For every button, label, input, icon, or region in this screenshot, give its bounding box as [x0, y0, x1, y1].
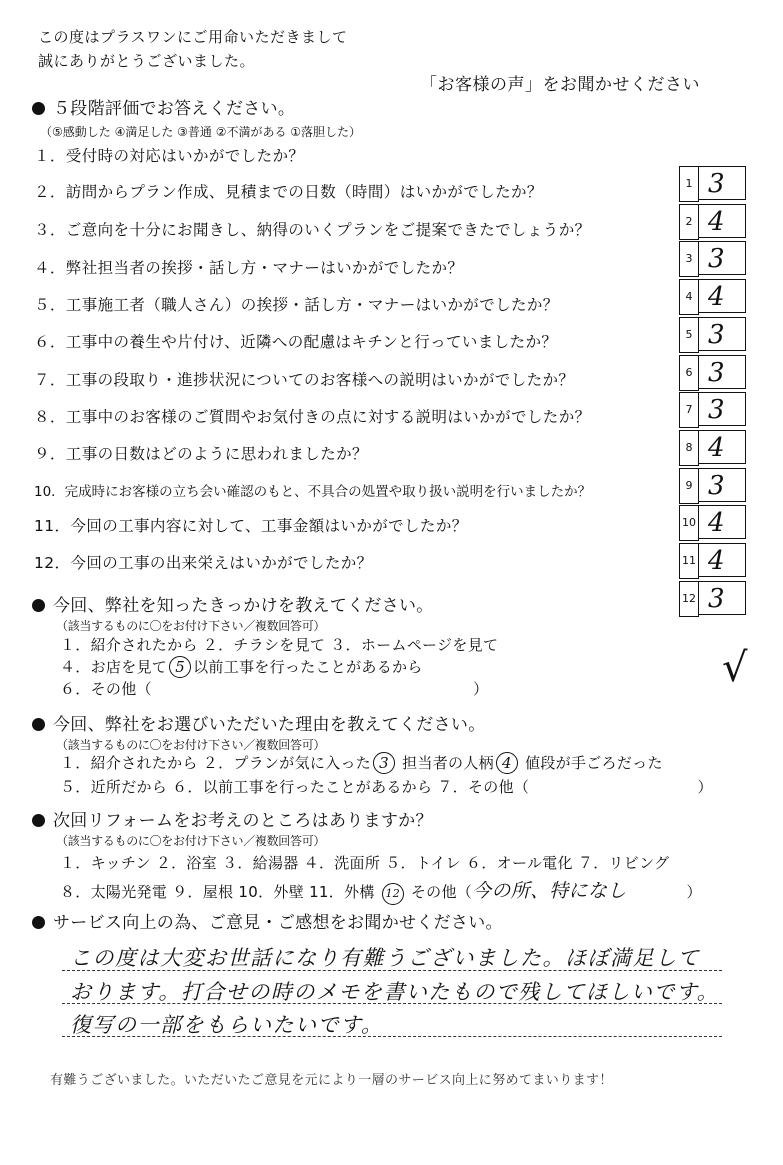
section5-heading: サービス向上の為、ご意見・ご感想をお聞かせください。 — [32, 908, 503, 933]
question-3: ３．ご意向を十分にお聞きし、納得のいくプランをご提案できたでしょうか？ — [34, 221, 591, 239]
answer-number: 4 — [679, 279, 699, 315]
answer-row-10 — [679, 505, 749, 541]
section3-heading: 今回、弊社をお選びいただいた理由を教えてください。 — [32, 710, 486, 735]
answer-row-6 — [679, 355, 749, 391]
answer-number: 7 — [679, 392, 699, 428]
answer-value: 4 — [698, 505, 746, 539]
question-5: ５．工事施工者（職人さん）の挨拶・話し方・マナーはいかがでしたか？ — [34, 296, 559, 314]
answer-value: 4 — [698, 279, 746, 313]
answer-row-7 — [679, 392, 749, 428]
section4-options-1: １．キッチン ２．浴室 ３．給湯器 ４．洗面所 ５．トイレ ６．オール電化 ７．リビング — [60, 854, 670, 872]
answer-row-2 — [679, 204, 749, 240]
bullet-icon — [32, 718, 45, 731]
rating-scale: （⑤感動した ④満足した ③普通 ②不満がある ①落胆した） — [40, 125, 362, 139]
bullet-icon — [32, 599, 45, 612]
section1-heading: ５段階評価でお答えください。 — [32, 94, 295, 119]
answer-value: 3 — [698, 166, 746, 200]
intro-line-1: この度はプラスワンにご用命いただきまして — [38, 28, 348, 46]
answer-row-4 — [679, 279, 749, 315]
answer-row-5 — [679, 317, 749, 353]
answer-number: 5 — [679, 317, 699, 353]
section4-options-2: ８．太陽光発電 ９．屋根 10．外壁 11．外構 12 その他（今の所、特になし ） — [60, 876, 702, 905]
section4-heading: 次回リフォームをお考えのところはありますか？ — [32, 806, 433, 831]
bullet-icon — [32, 102, 45, 115]
answer-value: 3 — [698, 392, 746, 426]
circled-answer: 3 — [373, 752, 395, 774]
answer-value: 3 — [698, 355, 746, 389]
question-10: 10．完成時にお客様の立ち会い確認のもと、不具合の処置や取り扱い説明を行いましたか？ — [34, 484, 592, 500]
question-9: ９．工事の日数はどのように思われましたか？ — [34, 445, 368, 463]
answer-value: 3 — [698, 241, 746, 275]
section2-options-3: ６．その他（ ） — [60, 680, 489, 698]
answer-row-11 — [679, 543, 749, 579]
answer-row-1 — [679, 166, 749, 202]
answer-value: 3 — [698, 581, 746, 615]
footer-message: 有難うございました。いただいたご意見を元により一層のサービス向上に努めてまいります！ — [50, 1073, 613, 1088]
answer-value: 3 — [698, 468, 746, 502]
answer-number: 10 — [679, 505, 699, 541]
question-4: ４．弊社担当者の挨拶・話し方・マナーはいかがでしたか？ — [34, 259, 464, 277]
circled-answer: 12 — [382, 883, 404, 905]
answer-row-9 — [679, 468, 749, 504]
section4-note: （該当するものに〇をお付け下さい／複数回答可） — [56, 834, 326, 848]
intro-line-2: 誠にありがとうございました。 — [38, 52, 256, 70]
question-7: ７．工事の段取り・進捗状況についてのお客様への説明はいかがでしたか？ — [34, 371, 575, 389]
answer-number: 2 — [679, 204, 699, 240]
section2-note: （該当するものに〇をお付け下さい／複数回答可） — [56, 619, 326, 633]
bullet-icon — [32, 814, 45, 827]
answer-number: 8 — [679, 430, 699, 466]
answer-number: 9 — [679, 468, 699, 504]
question-2: ２．訪問からプラン作成、見積までの日数（時間）はいかがでしたか？ — [34, 183, 543, 201]
comment-line-3: 復写の一部をもらいたいです。 — [70, 1013, 384, 1037]
answer-number: 3 — [679, 241, 699, 277]
survey-title: 「お客様の声」をお聞かせください — [420, 75, 700, 95]
answer-value: 4 — [698, 204, 746, 238]
section3-note: （該当するものに〇をお付け下さい／複数回答可） — [56, 738, 326, 752]
question-1: １．受付時の対応はいかがでしたか？ — [34, 147, 305, 165]
answer-number: 1 — [679, 166, 699, 202]
bullet-icon — [32, 916, 45, 929]
section2-options-2: ４．お店を見て 5 以前工事を行ったことがあるから — [60, 658, 423, 676]
comment-line-1: この度は大変お世話になり有難うございました。ほぼ満足して — [70, 946, 700, 970]
section2-heading: 今回、弊社を知ったきっかけを教えてください。 — [32, 591, 434, 616]
section3-options-2: ５．近所だから ６．以前工事を行ったことがあるから ７．その他（ ） — [60, 778, 713, 796]
circled-answer: 5 — [169, 656, 191, 678]
answer-number: 11 — [679, 543, 699, 579]
comment-line-2: おります。打合せの時のメモを書いたもので残してほしいです。 — [70, 980, 720, 1004]
check-mark: √ — [722, 645, 748, 691]
answer-number: 12 — [679, 581, 699, 617]
answer-row-12 — [679, 581, 749, 617]
question-6: ６．工事中の養生や片付け、近隣への配慮はキチンと行っていましたか？ — [34, 333, 558, 351]
handwritten-answer: 今の所、特になし — [472, 880, 627, 902]
question-12: 12．今回の工事の出来栄えはいかがでしたか？ — [34, 554, 373, 572]
answer-value: 3 — [698, 317, 746, 351]
answer-number: 6 — [679, 355, 699, 391]
answer-row-3 — [679, 241, 749, 277]
answer-row-8 — [679, 430, 749, 466]
answer-value: 4 — [698, 543, 746, 577]
question-8: ８．工事中のお客様のご質問やお気付きの点に対する説明はいかがでしたか？ — [34, 408, 591, 426]
section2-options-1: １．紹介されたから ２．チラシを見て ３．ホームページを見て — [60, 636, 499, 654]
question-11: 11．今回の工事内容に対して、工事金額はいかがでしたか？ — [34, 517, 468, 535]
section3-options-1: １．紹介されたから ２．プランが気に入った 3 担当者の人柄 4 値段が手ごろだった — [60, 754, 663, 772]
answer-value: 4 — [698, 430, 746, 464]
circled-answer: 4 — [496, 752, 518, 774]
